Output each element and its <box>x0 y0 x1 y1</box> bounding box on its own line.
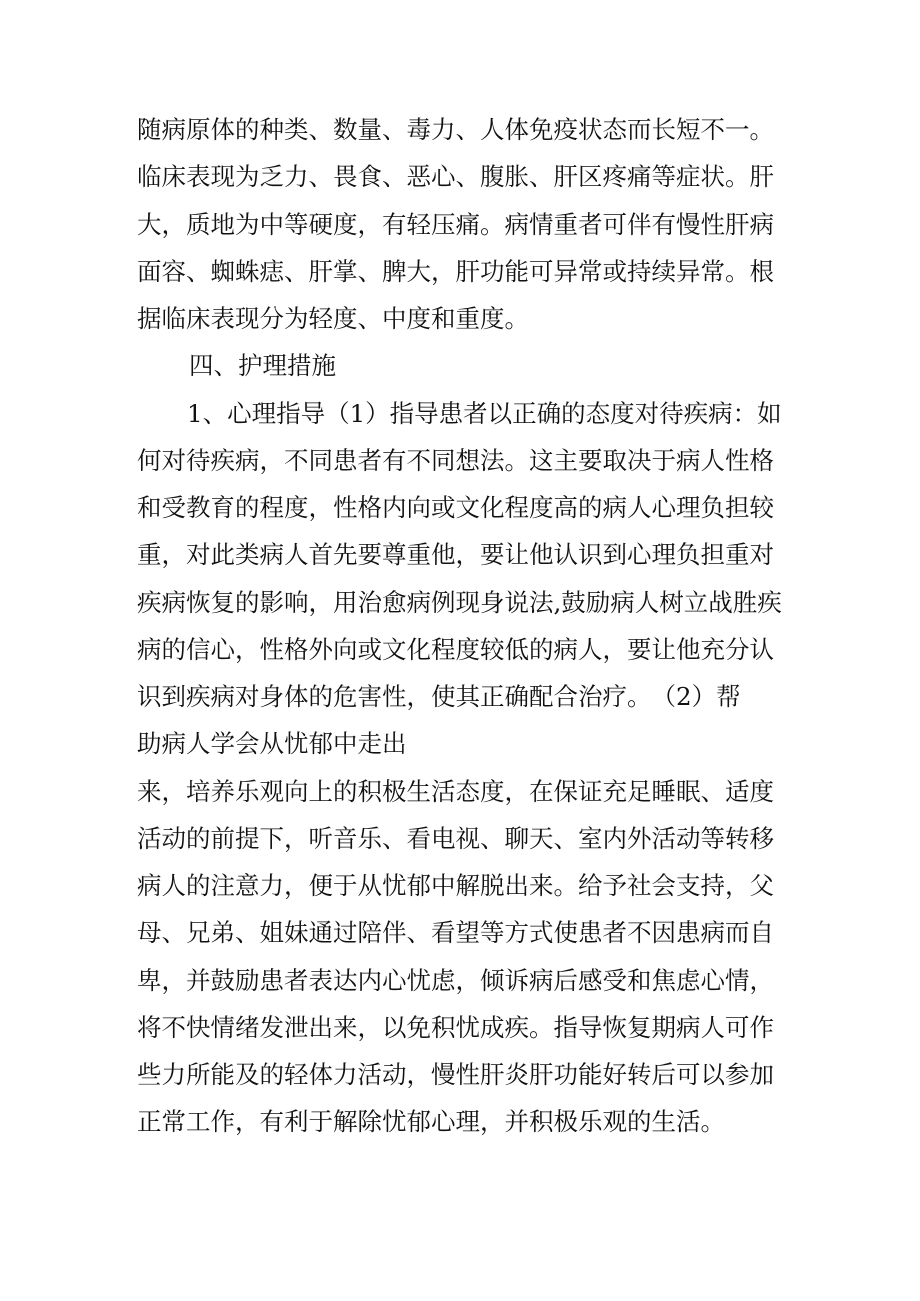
paragraph-line: 识到疾病对身体的危害性，使其正确配合治疗。 （2）帮 <box>137 682 741 711</box>
paragraph-line: 助病人学会从忧郁中走出 <box>137 729 407 759</box>
paragraph-line: 将不快情绪发泄出来，以免积忧成疾。指导恢复期病人可作 <box>137 1012 774 1042</box>
paragraph-line: 面容、蜘蛛痣、肝掌、脾大，肝功能可异常或持续异常。根 <box>137 256 774 286</box>
paragraph-line: 随病原体的种类、数量、毒力、人体免疫状态而长短不一。 <box>137 115 774 144</box>
document-body <box>137 106 797 1146</box>
section-heading: 四、护理措施 <box>189 351 336 381</box>
paragraph-line: 正常工作，有利于解除忧郁心理，并积极乐观的生活。 <box>137 1107 725 1137</box>
paragraph-line: 重，对此类病人首先要尊重他，要让他认识到心理负担重对 <box>137 540 774 570</box>
paragraph-line: 何对待疾病，不同患者有不同想法。这主要取决于病人性格 <box>137 445 774 475</box>
paragraph-line: 1、心理指导（1）指导患者以正确的态度对待疾病：如 <box>187 398 782 428</box>
paragraph-line: 疾病恢复的影响，用治愈病例现身说法,鼓励病人树立战胜疾 <box>137 587 782 617</box>
paragraph-line: 病人的注意力，便于从忧郁中解脱出来。给予社会支持，父 <box>137 871 774 900</box>
paragraph-line: 来，培养乐观向上的积极生活态度，在保证充足睡眠、适度 <box>137 776 774 806</box>
paragraph-line: 据临床表现分为轻度、中度和重度。 <box>137 304 529 333</box>
paragraph-line: 病的信心，性格外向或文化程度较低的病人，要让他充分认 <box>137 634 774 664</box>
paragraph-line: 卑，并鼓励患者表达内心忧虑，倾诉病后感受和焦虑心情， <box>137 965 774 995</box>
paragraph-line: 和受教育的程度，性格内向或文化程度高的病人心理负担较 <box>137 493 774 522</box>
paragraph-line: 些力所能及的轻体力活动，慢性肝炎肝功能好转后可以参加 <box>137 1060 774 1089</box>
paragraph-line: 大，质地为中等硬度，有轻压痛。病情重者可伴有慢性肝病 <box>137 209 774 239</box>
paragraph-line: 活动的前提下，听音乐、看电视、聊天、室内外活动等转移 <box>137 823 774 853</box>
paragraph-line: 临床表现为乏力、畏食、恶心、腹胀、肝区疼痛等症状。肝 <box>137 162 774 192</box>
paragraph-line: 母、兄弟、姐妹通过陪伴、看望等方式使患者不因患病而自 <box>137 918 774 948</box>
